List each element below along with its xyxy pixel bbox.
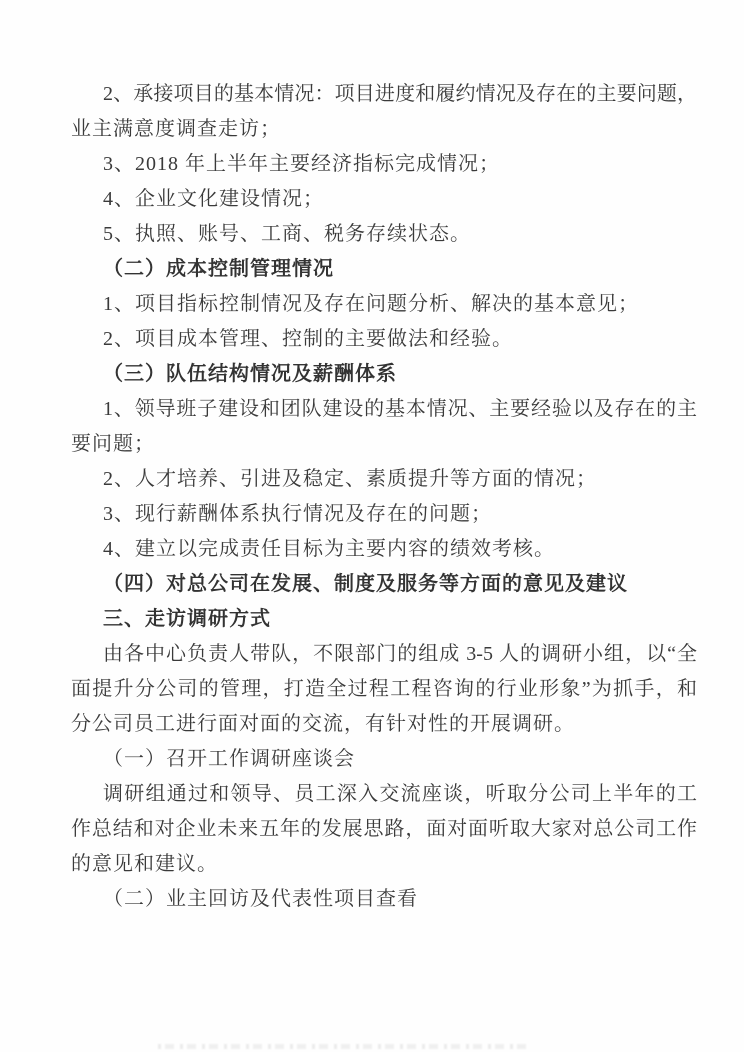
subsection-heading: （二）业主回访及代表性项目查看 xyxy=(103,888,418,910)
paragraph-line: 作总结和对企业未来五年的发展思路，面对面听取大家对总公司工作 xyxy=(71,818,697,840)
paragraph-line: 业主满意度调查走访； xyxy=(71,118,281,140)
paragraph-line: 3、2018 年上半年主要经济指标完成情况； xyxy=(103,153,500,175)
paragraph-line: 2、承接项目的基本情况：项目进度和履约情况及存在的主要问题， xyxy=(103,83,697,105)
subsection-heading: （一）召开工作调研座谈会 xyxy=(103,748,355,770)
paragraph-line: 5、执照、账号、工商、税务存续状态。 xyxy=(103,223,471,245)
paragraph-line: 分公司员工进行面对面的交流，有针对性的开展调研。 xyxy=(71,713,575,735)
paragraph-line: 2、项目成本管理、控制的主要做法和经验。 xyxy=(103,328,513,350)
section-heading: 三、走访调研方式 xyxy=(103,608,271,630)
paragraph-line: 由各中心负责人带队，不限部门的组成 3-5 人的调研小组，以“全 xyxy=(103,643,697,665)
document-body xyxy=(71,77,697,917)
paragraph-line: 1、项目指标控制情况及存在问题分析、解决的基本意见； xyxy=(103,293,639,315)
paragraph-line: 4、企业文化建设情况； xyxy=(103,188,324,210)
paragraph-line: 调研组通过和领导、员工深入交流座谈，听取分公司上半年的工 xyxy=(103,783,697,805)
section-heading: （三）队伍结构情况及薪酬体系 xyxy=(103,363,397,385)
paragraph-line: 要问题； xyxy=(71,433,155,455)
section-heading: （四）对总公司在发展、制度及服务等方面的意见及建议 xyxy=(103,573,628,595)
paragraph-line: 3、现行薪酬体系执行情况及存在的问题； xyxy=(103,503,492,525)
paragraph-line: 面提升分公司的管理，打造全过程工程咨询的行业形象”为抓手，和 xyxy=(71,678,697,700)
paragraph-line: 的意见和建议。 xyxy=(71,853,218,875)
cut-off-text-artifact xyxy=(158,1044,526,1049)
paragraph-line: 2、人才培养、引进及稳定、素质提升等方面的情况； xyxy=(103,468,597,490)
section-heading: （二）成本控制管理情况 xyxy=(103,258,334,280)
paragraph-line: 4、建立以完成责任目标为主要内容的绩效考核。 xyxy=(103,538,555,560)
paragraph-line: 1、领导班子建设和团队建设的基本情况、主要经验以及存在的主 xyxy=(103,398,697,420)
